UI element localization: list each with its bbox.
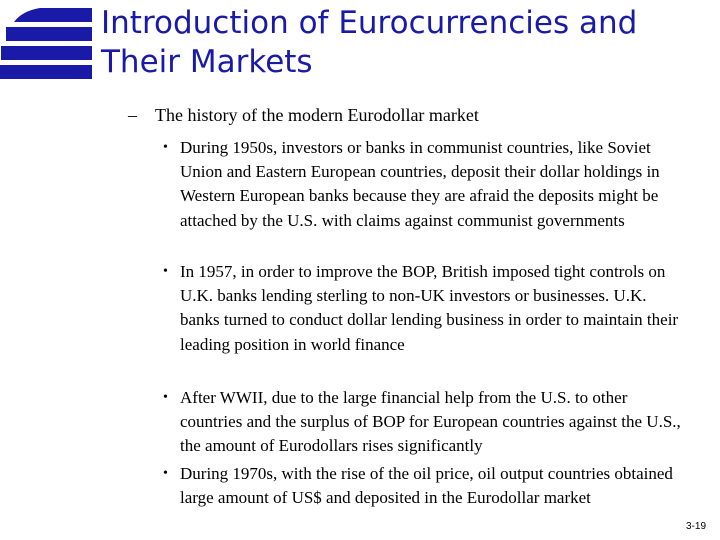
- bullet-text: After WWII, due to the large financial help from the U.S. to other countries and the surplus of BOP for European countries against the U.S., the amount of Eurodollars rises significantly: [180, 388, 681, 456]
- logo-icon: [0, 8, 92, 86]
- bullet-text: During 1970s, with the rise of the oil price, oil output countries obtained large amount of US$ and deposited in the Eurodollar market: [180, 464, 673, 508]
- bullet-marker: •: [163, 390, 168, 405]
- bullet-marker: •: [163, 140, 168, 155]
- bullet-text: In 1957, in order to improve the BOP, British imposed tight controls on U.K. banks lending sterling to non-UK investors or businesses. U.K. banks turned to conduct dollar lending business in order to maintain their leading position in world finance: [180, 262, 679, 354]
- bullet-marker: •: [163, 264, 168, 279]
- bullet-marker: •: [163, 466, 168, 481]
- bullet-text: During 1950s, investors or banks in communist countries, like Soviet Union and Eastern European countries, deposit their dollar holdings in Western European banks because they are afraid the deposits might be attached by the U.S. with claims against communist governments: [180, 138, 660, 230]
- subheading-marker: –: [128, 105, 137, 125]
- slide-title: Introduction of Eurocurrencies and Their Markets: [101, 5, 638, 80]
- page-number: 3-19: [686, 521, 707, 532]
- subheading-text: The history of the modern Eurodollar market: [155, 105, 479, 125]
